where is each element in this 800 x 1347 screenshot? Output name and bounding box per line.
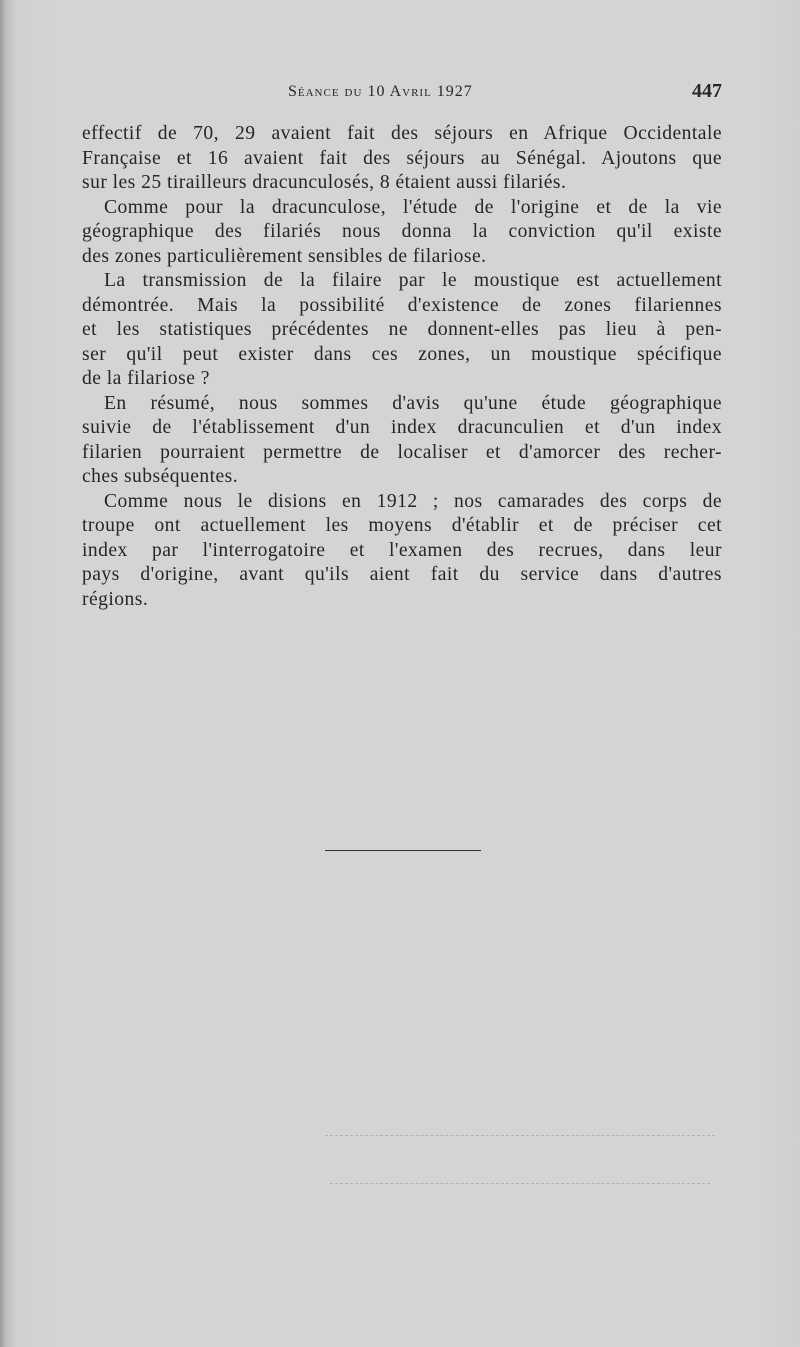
text-line: démontrée. Mais la possibilité d'existence de zones filariennes (82, 294, 722, 316)
paragraph (82, 269, 722, 392)
text-line: En résumé, nous sommes d'avis qu'une étude géographique (104, 392, 722, 414)
page-header (82, 78, 722, 108)
text-line: régions. (82, 588, 149, 610)
text-line: suivie de l'établissement d'un index dracunculien et d'un index (82, 417, 722, 438)
show-through-rule (330, 1183, 710, 1184)
text-line: Comme nous le disions en 1912 ; nos camarades des corps de (104, 490, 722, 512)
body-text (82, 122, 722, 612)
running-head: Séance du 10 Avril 1927 (288, 83, 473, 100)
text-line: des zones particulièrement sensibles de filariose. (82, 245, 487, 267)
page-number: 447 (692, 80, 722, 102)
text-line: pays d'origine, avant qu'ils aient fait du service dans d'autres (82, 564, 722, 585)
paragraph (82, 490, 722, 613)
text-line: sur les 25 tirailleurs dracunculosés, 8 étaient aussi filariés. (82, 172, 567, 193)
paragraph (82, 392, 722, 490)
text-line: géographique des filariés nous donna la conviction qu'il existe (82, 221, 722, 242)
text-line: de la filariose ? (82, 368, 210, 389)
text-line: Française et 16 avaient fait des séjours au Sénégal. Ajoutons que (82, 147, 722, 169)
text-line: La transmission de la filaire par le moustique est actuellement (104, 270, 722, 291)
text-line: index par l'interrogatoire et l'examen des recrues, dans leur (82, 539, 722, 561)
paragraph (82, 196, 722, 270)
text-line: Comme pour la dracunculose, l'étude de l'origine et de la vie (104, 196, 722, 218)
text-line: filarien pourraient permettre de localiser et d'amorcer des recher- (82, 441, 722, 463)
text-line: ser qu'il peut exister dans ces zones, un moustique spécifique (82, 343, 722, 365)
text-line: troupe ont actuellement les moyens d'établir et de préciser cet (82, 515, 722, 536)
text-line: ches subséquentes. (82, 466, 239, 487)
paragraph (82, 122, 722, 196)
text-line: effectif de 70, 29 avaient fait des séjours en Afrique Occidentale (82, 123, 722, 144)
show-through-rule (325, 1135, 715, 1136)
text-line: et les statistiques précédentes ne donnent-elles pas lieu à pen- (82, 319, 722, 340)
end-rule (325, 850, 481, 851)
